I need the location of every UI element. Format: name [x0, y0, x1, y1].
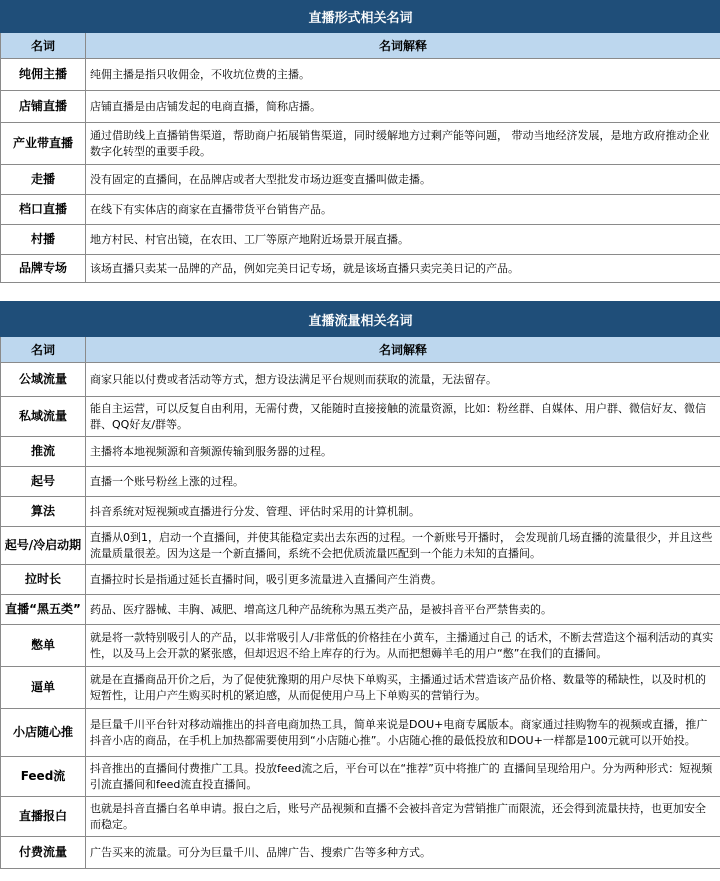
- section-title: 直播流量相关名词: [1, 302, 720, 337]
- term-cell: 拉时长: [1, 565, 86, 595]
- table-row: [1, 667, 720, 709]
- definition-cell: 就是在直播商品开价之后，为了促使犹豫期的用户尽快下单购买，主播通过话术营造该产品价格、数量等的稀缺性，以及时机的短暂性，让用户产生购买时机的紧迫感，从而促使用户马上下单购买的营销行为。: [86, 667, 720, 709]
- table-row: [1, 565, 720, 595]
- definition-cell: 纯佣主播是指只收佣金，不收坑位费的主播。: [86, 59, 720, 91]
- definition-cell: 该场直播只卖某一品牌的产品，例如完美日记专场，就是该场直播只卖完美日记的产品。: [86, 255, 720, 283]
- term-cell: 憋单: [1, 625, 86, 667]
- term-cell: 私域流量: [1, 397, 86, 437]
- term-cell: 产业带直播: [1, 123, 86, 165]
- definition-cell: 抖音系统对短视频或直播进行分发、管理、评估时采用的计算机制。: [86, 497, 720, 527]
- definition-cell: 主播将本地视频源和音频源传输到服务器的过程。: [86, 437, 720, 467]
- definition-cell: 就是将一款特别吸引人的产品，以非常吸引人/非常低的价格挂在小黄车，主播通过自己 的话术，不断去营造这个福利活动的真实性，以及马上会开款的紧张感，但却迟迟不给上库存的行为。从而把想薅羊毛的用户“憋”在我们的直播间。: [86, 625, 720, 667]
- definition-cell: 能自主运营，可以反复自由利用，无需付费，又能随时直接接触的流量资源，比如：粉丝群、自媒体、用户群、微信好友、微信群、QQ好友/群等。: [86, 397, 720, 437]
- term-cell: 逼单: [1, 667, 86, 709]
- table-row: [1, 123, 720, 165]
- definition-cell: 商家只能以付费或者活动等方式，想方设法满足平台规则而获取的流量，无法留存。: [86, 363, 720, 397]
- column-header-definition: 名词解释: [86, 33, 720, 59]
- term-cell: 小店随心推: [1, 709, 86, 757]
- term-cell: 村播: [1, 225, 86, 255]
- table-row: [1, 91, 720, 123]
- live-format-terms-table: [0, 0, 720, 283]
- live-traffic-terms-table: [0, 301, 720, 869]
- section-title: 直播形式相关名词: [1, 1, 720, 33]
- table-row: [1, 497, 720, 527]
- table-row: [1, 467, 720, 497]
- term-cell: 直播“黑五类”: [1, 595, 86, 625]
- table-row: [1, 397, 720, 437]
- term-cell: 公域流量: [1, 363, 86, 397]
- term-cell: 纯佣主播: [1, 59, 86, 91]
- table-row: [1, 709, 720, 757]
- definition-cell: 直播一个账号粉丝上涨的过程。: [86, 467, 720, 497]
- table-row: [1, 837, 720, 869]
- term-cell: 起号/冷启动期: [1, 527, 86, 565]
- definition-cell: 店铺直播是由店铺发起的电商直播，简称店播。: [86, 91, 720, 123]
- table-row: [1, 255, 720, 283]
- column-header-term: 名词: [1, 337, 86, 363]
- definition-cell: 抖音推出的直播间付费推广工具。投放feed流之后，平台可以在“推荐”页中将推广的 直播间呈现给用户。分为两种形式：短视频引流直播间和feed流直投直播间。: [86, 757, 720, 797]
- definition-cell: 广告买来的流量。可分为巨量千川、品牌广告、搜索广告等多种方式。: [86, 837, 720, 869]
- definition-cell: 地方村民、村官出镜，在农田、工厂等原产地附近场景开展直播。: [86, 225, 720, 255]
- term-cell: 店铺直播: [1, 91, 86, 123]
- definition-cell: 在线下有实体店的商家在直播带货平台销售产品。: [86, 195, 720, 225]
- table-row: [1, 363, 720, 397]
- column-header-definition: 名词解释: [86, 337, 720, 363]
- table-row: [1, 195, 720, 225]
- term-cell: 起号: [1, 467, 86, 497]
- definition-cell: 直播从0到1，启动一个直播间，并使其能稳定卖出去东西的过程。一个新账号开播时， 会发现前几场直播的流量很少，并且这些流量质量很差。因为这是一个新直播间，系统不会把优质流量匹配到一个能力未知的直播间。: [86, 527, 720, 565]
- table-row: [1, 797, 720, 837]
- term-cell: 推流: [1, 437, 86, 467]
- table-row: [1, 437, 720, 467]
- definition-cell: 没有固定的直播间，在品牌店或者大型批发市场边逛变直播叫做走播。: [86, 165, 720, 195]
- definition-cell: 通过借助线上直播销售渠道，帮助商户拓展销售渠道，同时缓解地方过剩产能等问题， 带动当地经济发展，是地方政府推动企业数字化转型的重要手段。: [86, 123, 720, 165]
- term-cell: 算法: [1, 497, 86, 527]
- definition-cell: 直播拉时长是指通过延长直播时间，吸引更多流量进入直播间产生消费。: [86, 565, 720, 595]
- definition-cell: 也就是抖音直播白名单申请。报白之后，账号产品视频和直播不会被抖音定为营销推广而限流，还会得到流量扶持，也更加安全而稳定。: [86, 797, 720, 837]
- table-row: [1, 59, 720, 91]
- table-row: [1, 625, 720, 667]
- term-cell: Feed流: [1, 757, 86, 797]
- term-cell: 档口直播: [1, 195, 86, 225]
- table-row: [1, 757, 720, 797]
- definition-cell: 是巨量千川平台针对移动端推出的抖音电商加热工具，简单来说是DOU+电商专属版本。商家通过挂购物车的视频或直播，推广抖音小店的商品，在手机上加热都需要使用到“小店随心推”。小店随心推的最低投放和DOU+一样都是100元就可以开始投。: [86, 709, 720, 757]
- column-header-term: 名词: [1, 33, 86, 59]
- table-row: [1, 165, 720, 195]
- definition-cell: 药品、医疗器械、丰胸、减肥、增高这几种产品统称为黑五类产品，是被抖音平台严禁售卖的。: [86, 595, 720, 625]
- table-row: [1, 527, 720, 565]
- term-cell: 走播: [1, 165, 86, 195]
- table-row: [1, 595, 720, 625]
- term-cell: 付费流量: [1, 837, 86, 869]
- table-row: [1, 225, 720, 255]
- term-cell: 直播报白: [1, 797, 86, 837]
- term-cell: 品牌专场: [1, 255, 86, 283]
